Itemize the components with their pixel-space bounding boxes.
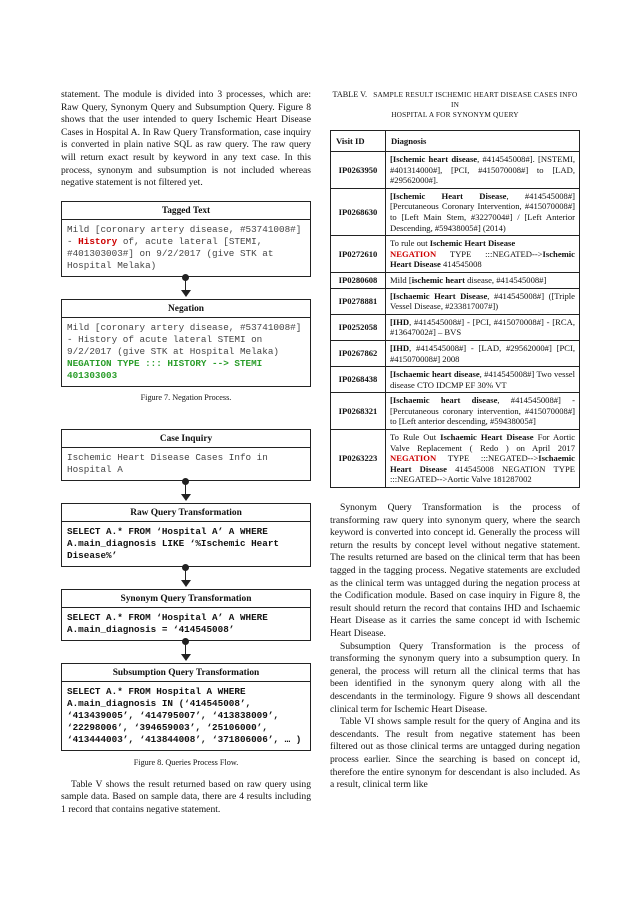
diagnosis-term: [Ischemic heart disease xyxy=(390,154,478,164)
table-row xyxy=(331,236,580,273)
visit-id: IP0280608 xyxy=(331,272,386,288)
diagnosis xyxy=(386,314,580,340)
diagnosis xyxy=(386,152,580,189)
diagnosis xyxy=(386,340,580,366)
figure-7 xyxy=(61,201,311,402)
diagnosis-detail: 414545008 NEGATION TYPE :::NEGATED-->Aortic Valve 181287002 xyxy=(390,463,575,485)
diagnosis xyxy=(386,188,580,235)
table-label: TABLE V. xyxy=(332,90,368,99)
table-title-line-2: HOSPITAL A FOR SYNONYM QUERY xyxy=(391,110,519,119)
negation-type: TYPE :::NEGATED--> xyxy=(436,248,543,259)
table-title-line-1: SAMPLE RESULT ISCHEMIC HEART DISEASE CASES INFO IN xyxy=(373,90,578,109)
flow-arrow xyxy=(61,277,311,299)
diagnosis-context: For Aortic Valve Replacement ( Redo ) on April 2017 xyxy=(390,432,576,453)
diagnosis-term: Ischaemic Heart Disease xyxy=(440,432,534,443)
raw-query-sql: SELECT A.* FROM ‘Hospital A’ A WHERE A.main_diagnosis LIKE ‘%Ischemic Heart Disease%’ xyxy=(61,522,311,567)
diagnosis-detail: , #414545008#] ([Triple Vessel Disease, #233817007#]) xyxy=(390,290,575,312)
negation-tag: NEGATION xyxy=(390,453,437,464)
flow-arrow xyxy=(61,567,311,589)
right-column xyxy=(330,0,580,792)
diagnosis xyxy=(386,430,580,488)
intro-paragraph: statement. The module is divided into 3 processes, which are: Raw Query, Synonym Query and Subsumption Query. Figure 8 shows that the user intended to query Ischemic Heart Disease Cases in Hospital A. In Raw Query Transformation, case inquiry is converted in plain native SQL as raw query. The raw query will return exact result by keyword in any text case. In this process, synonym and subsumption is not included whereas negative statement is not filtered yet. xyxy=(61,89,311,189)
visit-id: IP0267862 xyxy=(331,340,386,366)
table-row xyxy=(331,272,580,288)
subsumption-query-header: Subsumption Query Transformation xyxy=(61,663,311,682)
visit-id: IP0268630 xyxy=(331,188,386,235)
diagnosis-prefix: To Rule Out xyxy=(390,432,441,443)
diagnosis-detail: , #414545008#] - [LAD, #29562000#] [PCI, #415070008#] 2008 xyxy=(390,342,575,364)
diagnosis-detail: disease, #414545008#] xyxy=(464,274,547,285)
diagnosis-detail: , #414545008#] - [Percutaneous coronary intervention, #415070008#] to [Left anterior descending, #59438005#] xyxy=(390,395,576,427)
flow-arrow xyxy=(61,481,311,503)
table-caption xyxy=(330,90,580,120)
diagnosis-detail: , #414545008#] [Percutaneous Coronary Intervention, #415070008#] to [Left Main Stem, #3227004#] / [Left Anterior Descending, #59438005#] (2014) xyxy=(390,190,575,233)
visit-id: IP0268321 xyxy=(331,393,386,430)
figure-8-caption: Figure 8. Queries Process Flow. xyxy=(133,757,239,767)
negation-header: Negation xyxy=(61,299,311,318)
diagnosis-detail: , #414545008#] Two vessel disease CTO IDCMP EF 30% VT xyxy=(390,369,575,390)
diagnosis-term: [Ischemic Heart Disease xyxy=(390,190,507,201)
negation-result: NEGATION TYPE ::: HISTORY --> STEMI 401303003 xyxy=(67,357,263,381)
table-row xyxy=(331,393,580,430)
diagnosis xyxy=(386,236,580,273)
col-visit-id: Visit ID xyxy=(331,131,386,152)
table-row xyxy=(331,152,580,189)
diagnosis xyxy=(386,272,580,288)
diagnosis-term: Ischemic Heart Disease xyxy=(429,238,516,249)
table-row xyxy=(331,367,580,393)
history-keyword: History xyxy=(78,235,118,247)
tagged-text-post: of, acute lateral [STEMI, #401303003#] on 9/2/2017 (give STK at Hospital Melaka) xyxy=(67,235,274,271)
visit-id: IP0263223 xyxy=(331,430,386,488)
diagnosis-detail: , #414545008#]. [NSTEMI, #401314000#], [PCI, #415070008#] to [LAD, #29562000#]. xyxy=(390,154,575,186)
figure-8 xyxy=(61,429,311,767)
flow-arrow xyxy=(61,641,311,663)
table-row xyxy=(331,430,580,488)
table-row xyxy=(331,188,580,235)
synonym-paragraph: Synonym Query Transformation is the process of transforming raw query into synonym query, where the search keyword is converted into concept id. Generally the process will return the results by concept level without negative statement. The results returned are based on the clinical term that has been tagged in the tagging process. Negative statements are excluded as the clinical term was untagged during the negation process at the Codification module. Based on case inquiry in Figure 8, the result should return the record that contains IHD and Ischaemic Heart Disease as it carries the same concept id with Ischemic Heart Disease. xyxy=(330,502,580,639)
diagnosis-term: [IHD xyxy=(390,316,410,327)
diagnosis-term: [Ischaemic Heart Disease xyxy=(390,290,488,301)
results-table xyxy=(330,130,580,488)
diagnosis-term: [Ischaemic heart disease xyxy=(390,369,480,380)
case-inquiry-box: Ischemic Heart Disease Cases Info in Hospital A xyxy=(61,448,311,481)
table-row xyxy=(331,288,580,314)
raw-query-header: Raw Query Transformation xyxy=(61,503,311,522)
diagnosis-term: [Ischaemic heart disease xyxy=(390,395,498,406)
visit-id: IP0268438 xyxy=(331,367,386,393)
negation-box xyxy=(61,318,311,387)
subsumption-query-sql: SELECT A.* FROM Hospital A WHERE A.main_diagnosis IN (‘414545008’, ‘413439005’, ‘414795007’, ‘413838009’, ‘22298006’, ‘394659003’, ‘25106000’, ‘413444003’, ‘413844008’, ‘371806006’, … ) xyxy=(61,682,311,751)
outro-paragraph: Table V shows the result returned based on raw query using sample data. Based on sample data, there are 4 results including 1 record that contains negative statement. xyxy=(61,778,311,815)
table-row xyxy=(331,314,580,340)
diagnosis-detail: , #414545008#] - [PCI, #415070008#] - [RCA, #13647002#] – BVS xyxy=(390,316,575,338)
synonym-query-sql: SELECT A.* FROM ‘Hospital A’ A WHERE A.main_diagnosis = ‘414545008’ xyxy=(61,608,311,641)
diagnosis-prefix: Mild [ xyxy=(390,274,412,285)
diagnosis xyxy=(386,288,580,314)
subsumption-paragraph: Subsumption Query Transformation is the process of transforming the synonym query into a subsumption query. In general, the process will return all the clinical terms that has been identified in the synonym query along with all the descendants in the terminology. Figure 9 shows all descendant clinical term for Ischemic Heart Disease. xyxy=(330,640,580,715)
visit-id: IP0278881 xyxy=(331,288,386,314)
synonym-query-header: Synonym Query Transformation xyxy=(61,589,311,608)
tagged-text-header: Tagged Text xyxy=(61,201,311,220)
diagnosis-term: ischemic heart xyxy=(411,274,465,285)
figure-7-caption: Figure 7. Negation Process. xyxy=(140,392,232,402)
diagnosis-detail: 414545008 xyxy=(440,259,482,270)
case-inquiry-header: Case Inquiry xyxy=(61,429,311,448)
table-header-row xyxy=(331,131,580,152)
tagged-text-pre: Mild [coronary artery disease, #53741008#] - xyxy=(67,223,302,247)
negation-type: TYPE :::NEGATED--> xyxy=(436,453,539,464)
negated-term: Ischaemic Heart Disease xyxy=(390,453,575,474)
visit-id: IP0263950 xyxy=(331,152,386,189)
visit-id: IP0252058 xyxy=(331,314,386,340)
table-row xyxy=(331,340,580,366)
col-diagnosis: Diagnosis xyxy=(386,131,580,152)
left-column xyxy=(61,0,311,817)
diagnosis xyxy=(386,367,580,393)
diagnosis-prefix: To rule out xyxy=(390,238,430,249)
negation-text: Mild [coronary artery disease, #53741008#] - History of acute lateral STEMI on 9/2/2017 (give STK at Hospital Melaka) xyxy=(67,321,302,357)
visit-id: IP0272610 xyxy=(331,236,386,273)
diagnosis-term: [IHD xyxy=(390,342,410,353)
diagnosis xyxy=(386,393,580,430)
table-vi-paragraph: Table VI shows sample result for the query of Angina and its descendants. The result from negative statement has been filtered out as those clinical terms are untagged during negation process earlier. Since the searching is based on concept id, therefore the entire synonym for descendant is also included. As a result, clinical term like xyxy=(330,716,580,791)
negated-term: Ischemic Heart Disease xyxy=(390,248,575,270)
negation-tag: NEGATION xyxy=(390,248,437,259)
tagged-text-box xyxy=(61,220,311,277)
